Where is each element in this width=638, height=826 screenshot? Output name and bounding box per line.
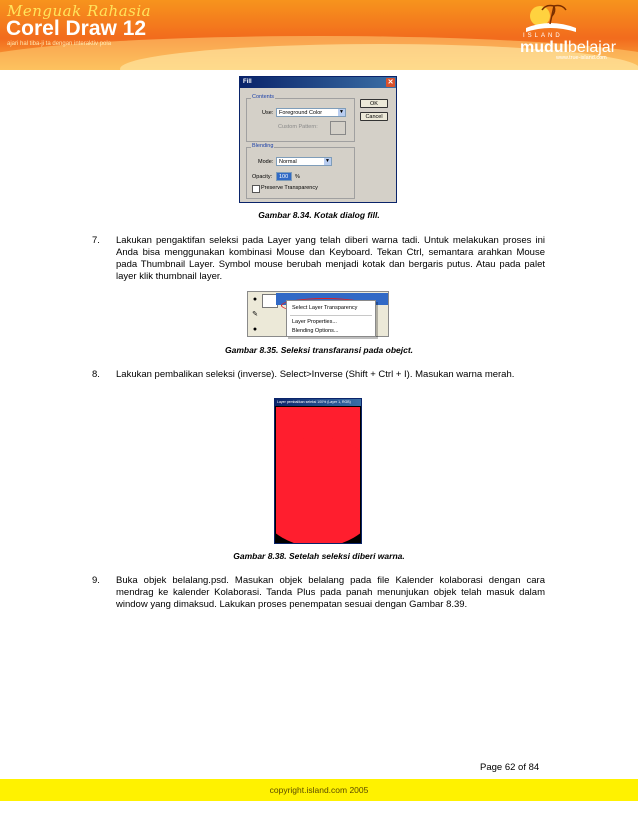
eye-icon[interactable]: ● — [252, 296, 258, 303]
step-8-text: Lakukan pembalikan seleksi (inverse). Select>Inverse (Shift + Ctrl + I). Masukan warna merah. — [116, 369, 515, 380]
header-banner — [0, 0, 638, 70]
image-window-title: Layer pembalikan seleksi 100% (Layer 1, RGB) — [275, 399, 361, 406]
cancel-button[interactable]: Cancel — [360, 112, 388, 121]
menu-item-select-layer-transparency[interactable]: Select Layer Transparency — [292, 305, 358, 311]
step-9-number: 9. — [92, 575, 100, 586]
island-logo-icon — [520, 2, 580, 36]
preserve-transparency-checkbox[interactable] — [252, 185, 260, 193]
preserve-transparency-label: Preserve Transparency — [261, 185, 318, 191]
caption-fig-8-35: Gambar 8.35. Seleksi transfaransi pada obejct. — [224, 345, 414, 355]
step-7-text: Lakukan pengaktifan seleksi pada Layer yang telah diberi warna tadi. Untuk melakukan proses ini Anda bisa menggunakan kombinasi Mouse dan Keyboard. Tekan Ctrl, semantara arahkan Mouse pada Thumbnail Layer. Symbol mouse berubah menjadi kotak dan bergaris putus. Atau pada palet layer klik thumbnail layer. — [116, 235, 545, 282]
fill-dialog-title: Fill — [243, 79, 252, 85]
caption-fig-8-34: Gambar 8.34. Kotak dialog fill. — [258, 210, 380, 220]
step-8 — [92, 369, 545, 395]
close-icon[interactable]: ✕ — [387, 79, 394, 86]
footer-copyright: copyright.island.com 2005 — [269, 785, 369, 795]
logo-brand-a: mudul — [520, 39, 568, 56]
brand-main-title: Corel Draw 12 — [6, 17, 147, 40]
opacity-input[interactable]: 100 — [276, 172, 292, 181]
inverse-selection-screenshot — [274, 398, 362, 544]
logo-brand-b: belajar — [568, 39, 617, 56]
step-7-number: 7. — [92, 235, 100, 246]
eye-icon[interactable]: ● — [252, 326, 258, 333]
chevron-down-icon: ▼ — [339, 109, 344, 115]
contents-group — [246, 94, 355, 142]
brand-tagline: ajari hal tiba-ji ta dengan interaktiv pola — [7, 41, 112, 47]
use-select-value: Foreground Color — [279, 110, 323, 116]
ok-button[interactable]: OK — [360, 99, 388, 108]
step-9-text: Buka objek belalang.psd. Masukan objek belalang pada file Kalender kolaborasi dengan cara mendrag ke kalender Kolaborasi. Tanda Plus pada panah menunjukan objek telah masuk dalam window yang dimaksud. Lakukan proses penempatan sesuai dengan Gambar 8.39. — [116, 575, 545, 610]
blending-group — [246, 143, 355, 199]
mode-select-value: Normal — [279, 159, 297, 165]
custom-pattern-label: Custom Pattern: — [278, 124, 318, 130]
menu-item-blending-options[interactable]: Blending Options... — [292, 328, 339, 334]
blending-group-label: Blending — [252, 143, 274, 149]
chevron-down-icon: ▼ — [325, 158, 330, 164]
mode-select[interactable] — [276, 157, 332, 166]
layer-context-menu — [286, 300, 376, 337]
brand-script-title: Menguak Rahasia — [7, 2, 152, 20]
opacity-unit: % — [295, 174, 300, 180]
step-8-number: 8. — [92, 369, 100, 380]
custom-pattern-swatch[interactable] — [330, 121, 346, 135]
logo-island-text: ISLAND — [523, 33, 563, 39]
opacity-label: Opacity: — [252, 174, 273, 180]
fill-dialog-screenshot — [239, 76, 397, 203]
caption-fig-8-38: Gambar 8.38. Setelah seleksi diberi warna. — [233, 551, 405, 561]
menu-separator — [290, 315, 372, 316]
page-number: Page 62 of 84 — [480, 762, 540, 773]
logo-url: www.true-island.com — [556, 55, 607, 61]
mode-label: Mode: — [258, 159, 274, 165]
step-9 — [92, 575, 545, 625]
contents-group-label: Contents — [252, 94, 275, 100]
use-select[interactable] — [276, 108, 346, 117]
red-circle-shape — [276, 437, 360, 543]
image-canvas — [276, 407, 360, 543]
fill-dialog-titlebar — [240, 77, 396, 88]
menu-item-layer-properties[interactable]: Layer Properties... — [292, 319, 337, 325]
footer-bar — [0, 779, 638, 801]
use-label: Use: — [262, 110, 274, 116]
brush-icon: ✎ — [252, 311, 258, 318]
step-7 — [92, 235, 545, 285]
